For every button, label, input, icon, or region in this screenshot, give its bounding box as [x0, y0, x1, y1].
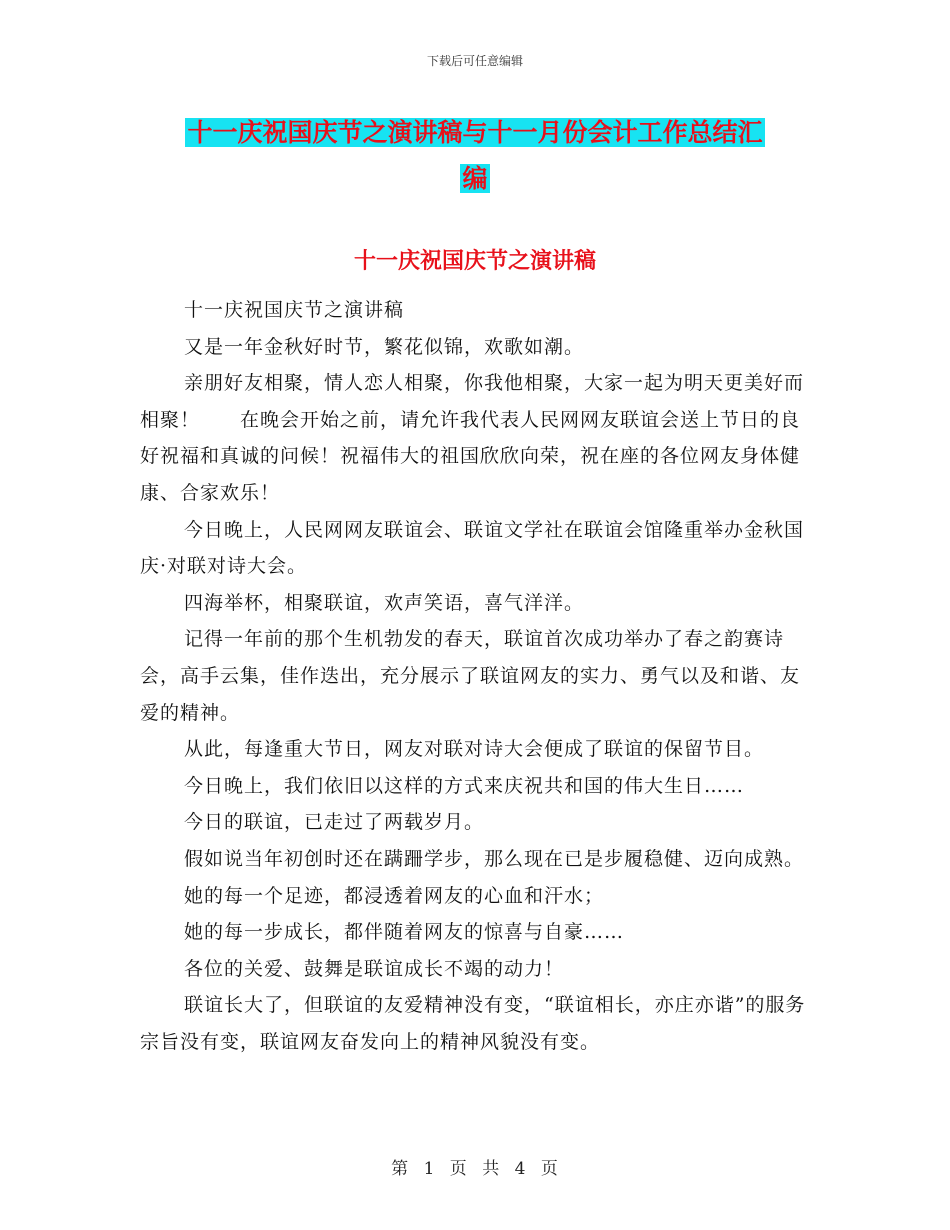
paragraph: 假如说当年初创时还在蹒跚学步，那么现在已是步履稳健、迈向成熟。	[184, 847, 805, 870]
document-title-line2: 编	[462, 164, 488, 193]
paragraph: 四海举杯，相聚联谊，欢声笑语，喜气洋洋。	[184, 591, 585, 614]
footer-total-pages: 4	[514, 1159, 527, 1179]
paragraph: 亲朋好友相聚，情人恋人相聚，你我他相聚，大家一起为明天更美好而相聚！ 在晚会开始之前，请允许我代表人民网网友联谊会送上节日的良好祝福和真诚的问候！祝福伟大的祖国欣欣向荣，祝在座的各位网友身体健康、合家欢乐！	[140, 372, 805, 504]
footer-page-suffix: 页	[449, 1159, 468, 1179]
document-title-line1: 十一庆祝国庆节之演讲稿与十一月份会计工作总结汇	[187, 118, 763, 147]
page-footer	[0, 1154, 950, 1179]
paragraph: 又是一年金秋好时节，繁花似锦，欢歌如潮。	[184, 335, 585, 358]
document-body	[140, 292, 810, 1060]
paragraph: 记得一年前的那个生机勃发的春天，联谊首次成功举办了春之韵赛诗会，高手云集，佳作迭出，充分展示了联谊网友的实力、勇气以及和谐、友爱的精神。	[140, 628, 801, 724]
paragraph: 各位的关爱、鼓舞是联谊成长不竭的动力！	[184, 957, 565, 980]
header-note: 下载后可任意编辑	[426, 54, 523, 68]
footer-total-suffix: 页	[540, 1159, 559, 1179]
paragraph: 她的每一步成长，都伴随着网友的惊喜与自豪……	[184, 921, 625, 944]
document-title	[140, 110, 810, 202]
paragraph: 今日晚上，人民网网友联谊会、联谊文学社在联谊会馆隆重举办金秋国庆·对联对诗大会。	[140, 518, 805, 578]
paragraph: 她的每一个足迹，都浸透着网友的心血和汗水；	[184, 884, 605, 907]
section-title: 十一庆祝国庆节之演讲稿	[353, 249, 596, 274]
paragraph: 今日的联谊，已走过了两载岁月。	[184, 811, 485, 834]
paragraph: 从此，每逢重大节日，网友对联对诗大会便成了联谊的保留节目。	[184, 738, 765, 761]
paragraph: 今日晚上，我们依旧以这样的方式来庆祝共和国的伟大生日……	[184, 774, 745, 797]
paragraph: 十一庆祝国庆节之演讲稿	[184, 299, 405, 321]
paragraph: 联谊长大了，但联谊的友爱精神没有变，“联谊相长，亦庄亦谐”的服务宗旨没有变，联谊网友奋发向上的精神风貌没有变。	[140, 994, 806, 1053]
footer-page-prefix: 第	[391, 1159, 410, 1179]
footer-total-label: 共	[482, 1159, 501, 1179]
footer-page-number: 1	[423, 1159, 436, 1179]
